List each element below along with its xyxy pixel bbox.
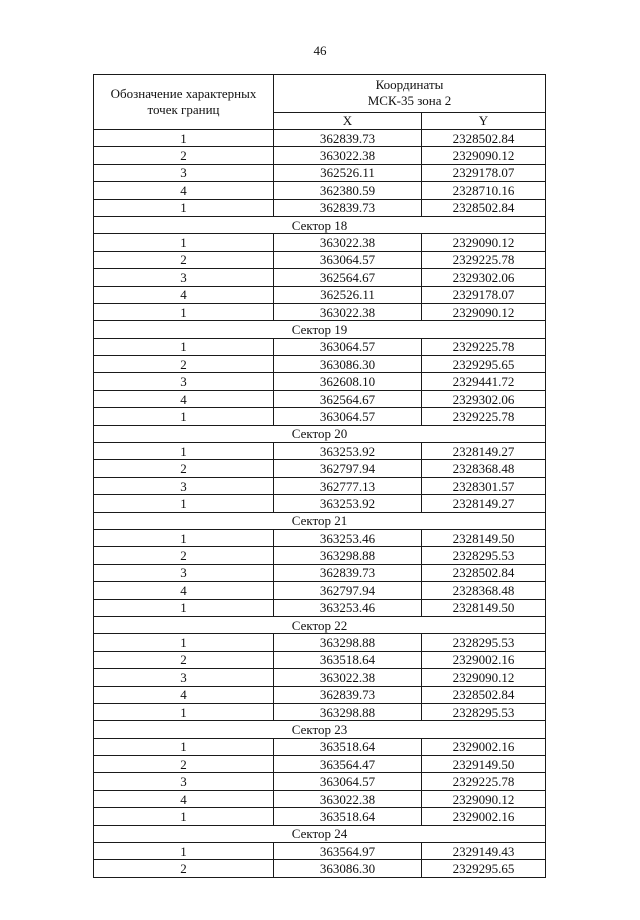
point-number-cell: 1 <box>94 738 274 755</box>
point-number-cell: 3 <box>94 669 274 686</box>
y-coordinate-cell: 2329225.78 <box>422 338 546 355</box>
point-number-cell: 2 <box>94 860 274 877</box>
x-coordinate-cell: 362839.73 <box>274 686 422 703</box>
y-coordinate-cell: 2329090.12 <box>422 790 546 807</box>
x-coordinate-cell: 362797.94 <box>274 582 422 599</box>
point-number-cell: 2 <box>94 460 274 477</box>
point-number-cell: 1 <box>94 338 274 355</box>
x-coordinate-cell: 363298.88 <box>274 547 422 564</box>
table-row <box>94 338 546 355</box>
y-coordinate-cell: 2328149.50 <box>422 599 546 616</box>
x-header: X <box>274 112 422 129</box>
point-number-cell: 4 <box>94 390 274 407</box>
x-coordinate-cell: 363022.38 <box>274 790 422 807</box>
y-coordinate-cell: 2329225.78 <box>422 773 546 790</box>
point-number-cell: 2 <box>94 756 274 773</box>
point-number-cell: 1 <box>94 130 274 147</box>
table-row <box>94 443 546 460</box>
table-row <box>94 164 546 181</box>
table-row <box>94 286 546 303</box>
point-number-cell: 1 <box>94 199 274 216</box>
y-coordinate-cell: 2328710.16 <box>422 182 546 199</box>
x-coordinate-cell: 363564.97 <box>274 843 422 860</box>
x-coordinate-cell: 362839.73 <box>274 130 422 147</box>
table-row <box>94 686 546 703</box>
table-row <box>94 251 546 268</box>
y-coordinate-cell: 2328368.48 <box>422 582 546 599</box>
y-coordinate-cell: 2328149.50 <box>422 529 546 546</box>
point-header-line2: точек границ <box>147 102 220 117</box>
point-number-cell: 1 <box>94 303 274 320</box>
y-coordinate-cell: 2328149.27 <box>422 443 546 460</box>
coordinates-table <box>93 74 546 878</box>
x-coordinate-cell: 363022.38 <box>274 147 422 164</box>
y-coordinate-cell: 2329441.72 <box>422 373 546 390</box>
y-coordinate-cell: 2329295.65 <box>422 860 546 877</box>
point-number-cell: 1 <box>94 495 274 512</box>
y-coordinate-cell: 2328502.84 <box>422 199 546 216</box>
table-row <box>94 773 546 790</box>
table-row <box>94 269 546 286</box>
y-coordinate-cell: 2329225.78 <box>422 408 546 425</box>
table-row <box>94 547 546 564</box>
x-coordinate-cell: 362526.11 <box>274 164 422 181</box>
table-row <box>94 147 546 164</box>
sector-title: Сектор 23 <box>94 721 546 738</box>
x-coordinate-cell: 363298.88 <box>274 634 422 651</box>
y-coordinate-cell: 2329002.16 <box>422 808 546 825</box>
sector-row <box>94 216 546 233</box>
x-coordinate-cell: 363064.57 <box>274 338 422 355</box>
point-number-cell: 3 <box>94 477 274 494</box>
y-coordinate-cell: 2328368.48 <box>422 460 546 477</box>
sector-title: Сектор 21 <box>94 512 546 529</box>
x-coordinate-cell: 363064.57 <box>274 251 422 268</box>
y-coordinate-cell: 2328301.57 <box>422 477 546 494</box>
point-number-cell: 1 <box>94 599 274 616</box>
x-coordinate-cell: 363253.92 <box>274 443 422 460</box>
x-coordinate-cell: 363253.46 <box>274 529 422 546</box>
coordinates-header <box>274 75 546 113</box>
y-coordinate-cell: 2328502.84 <box>422 130 546 147</box>
table-row <box>94 599 546 616</box>
table-row <box>94 738 546 755</box>
sector-title: Сектор 22 <box>94 616 546 633</box>
table-row <box>94 477 546 494</box>
x-coordinate-cell: 363022.38 <box>274 669 422 686</box>
table-row <box>94 529 546 546</box>
point-number-cell: 2 <box>94 547 274 564</box>
y-coordinate-cell: 2329295.65 <box>422 356 546 373</box>
point-number-cell: 2 <box>94 356 274 373</box>
table-row <box>94 303 546 320</box>
y-coordinate-cell: 2329302.06 <box>422 269 546 286</box>
table-row <box>94 182 546 199</box>
point-designation-header <box>94 75 274 130</box>
point-number-cell: 3 <box>94 373 274 390</box>
table-row <box>94 390 546 407</box>
y-coordinate-cell: 2329090.12 <box>422 303 546 320</box>
y-coordinate-cell: 2328295.53 <box>422 703 546 720</box>
point-header-line1: Обозначение характерных <box>110 86 257 101</box>
table-row <box>94 356 546 373</box>
page-number: 46 <box>313 43 327 58</box>
y-coordinate-cell: 2329178.07 <box>422 286 546 303</box>
x-coordinate-cell: 363022.38 <box>274 234 422 251</box>
y-coordinate-cell: 2328295.53 <box>422 547 546 564</box>
x-coordinate-cell: 362839.73 <box>274 199 422 216</box>
point-number-cell: 3 <box>94 269 274 286</box>
table-row <box>94 373 546 390</box>
table-row <box>94 808 546 825</box>
point-number-cell: 1 <box>94 529 274 546</box>
sector-row <box>94 512 546 529</box>
x-coordinate-cell: 363298.88 <box>274 703 422 720</box>
y-coordinate-cell: 2329090.12 <box>422 234 546 251</box>
table-body <box>94 130 546 878</box>
point-number-cell: 4 <box>94 286 274 303</box>
y-coordinate-cell: 2329302.06 <box>422 390 546 407</box>
table-row <box>94 582 546 599</box>
y-coordinate-cell: 2328502.84 <box>422 564 546 581</box>
point-number-cell: 1 <box>94 443 274 460</box>
y-coordinate-cell: 2329149.50 <box>422 756 546 773</box>
y-coordinate-cell: 2328149.27 <box>422 495 546 512</box>
y-header: Y <box>422 112 546 129</box>
x-coordinate-cell: 363064.57 <box>274 408 422 425</box>
x-coordinate-cell: 363518.64 <box>274 808 422 825</box>
y-coordinate-cell: 2329178.07 <box>422 164 546 181</box>
point-number-cell: 1 <box>94 634 274 651</box>
x-coordinate-cell: 363564.47 <box>274 756 422 773</box>
coords-header-line2: МСК-35 зона 2 <box>367 93 452 109</box>
x-coordinate-cell: 363253.92 <box>274 495 422 512</box>
table-row <box>94 130 546 147</box>
table-row <box>94 199 546 216</box>
x-coordinate-cell: 363086.30 <box>274 356 422 373</box>
point-number-cell: 4 <box>94 182 274 199</box>
point-number-cell: 1 <box>94 843 274 860</box>
x-coordinate-cell: 362608.10 <box>274 373 422 390</box>
x-coordinate-cell: 362564.67 <box>274 269 422 286</box>
table-row <box>94 703 546 720</box>
table-row <box>94 460 546 477</box>
table-row <box>94 860 546 877</box>
sector-title: Сектор 20 <box>94 425 546 442</box>
sector-row <box>94 321 546 338</box>
x-coordinate-cell: 363518.64 <box>274 651 422 668</box>
sector-title: Сектор 18 <box>94 216 546 233</box>
coords-header-line1: Координаты <box>375 77 444 93</box>
table-header <box>94 75 546 130</box>
x-coordinate-cell: 362526.11 <box>274 286 422 303</box>
point-number-cell: 1 <box>94 703 274 720</box>
point-number-cell: 3 <box>94 164 274 181</box>
table-row <box>94 651 546 668</box>
x-coordinate-cell: 362564.67 <box>274 390 422 407</box>
sector-row <box>94 425 546 442</box>
y-coordinate-cell: 2329225.78 <box>422 251 546 268</box>
y-coordinate-cell: 2329090.12 <box>422 147 546 164</box>
sector-title: Сектор 19 <box>94 321 546 338</box>
sector-title: Сектор 24 <box>94 825 546 842</box>
point-number-cell: 2 <box>94 651 274 668</box>
x-coordinate-cell: 362839.73 <box>274 564 422 581</box>
x-coordinate-cell: 362777.13 <box>274 477 422 494</box>
table-row <box>94 790 546 807</box>
point-number-cell: 4 <box>94 790 274 807</box>
point-number-cell: 1 <box>94 234 274 251</box>
y-coordinate-cell: 2328502.84 <box>422 686 546 703</box>
point-number-cell: 4 <box>94 686 274 703</box>
point-number-cell: 1 <box>94 808 274 825</box>
x-coordinate-cell: 363253.46 <box>274 599 422 616</box>
table-row <box>94 756 546 773</box>
point-number-cell: 2 <box>94 251 274 268</box>
point-number-cell: 2 <box>94 147 274 164</box>
table-row <box>94 564 546 581</box>
sector-row <box>94 616 546 633</box>
table-row <box>94 634 546 651</box>
table-row <box>94 669 546 686</box>
table-row <box>94 843 546 860</box>
y-coordinate-cell: 2329090.12 <box>422 669 546 686</box>
table-row <box>94 408 546 425</box>
y-coordinate-cell: 2329149.43 <box>422 843 546 860</box>
table-row <box>94 234 546 251</box>
x-coordinate-cell: 362797.94 <box>274 460 422 477</box>
x-coordinate-cell: 363064.57 <box>274 773 422 790</box>
x-coordinate-cell: 363022.38 <box>274 303 422 320</box>
x-coordinate-cell: 362380.59 <box>274 182 422 199</box>
sector-row <box>94 825 546 842</box>
table-row <box>94 495 546 512</box>
x-coordinate-cell: 363086.30 <box>274 860 422 877</box>
y-coordinate-cell: 2328295.53 <box>422 634 546 651</box>
point-number-cell: 3 <box>94 564 274 581</box>
y-coordinate-cell: 2329002.16 <box>422 651 546 668</box>
sector-row <box>94 721 546 738</box>
point-number-cell: 4 <box>94 582 274 599</box>
y-coordinate-cell: 2329002.16 <box>422 738 546 755</box>
x-coordinate-cell: 363518.64 <box>274 738 422 755</box>
point-number-cell: 3 <box>94 773 274 790</box>
point-number-cell: 1 <box>94 408 274 425</box>
